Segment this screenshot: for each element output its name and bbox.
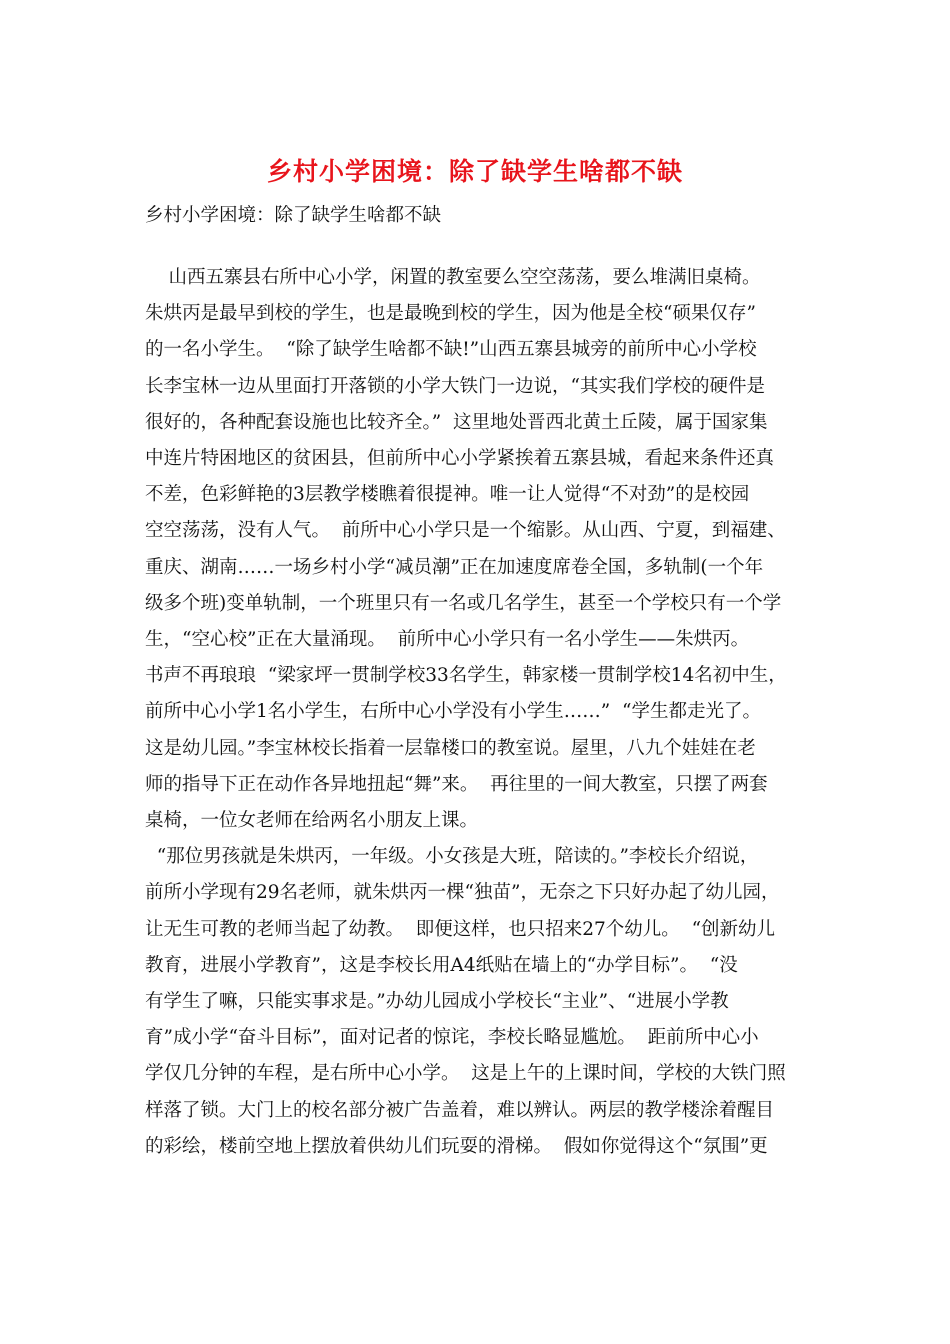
body-line: 前所中心小学1名小学生，右所中心小学没有小学生……” “学生都走光了。	[145, 701, 761, 723]
body-line: 长李宝林一边从里面打开落锁的小学大铁门一边说，“其实我们学校的硬件是	[145, 375, 765, 397]
body-line: 教育，进展小学教育”，这是李校长用A4纸贴在墙上的“办学目标”。 “没	[145, 954, 738, 976]
body-line: 这是幼儿园。”李宝林校长指着一层靠楼口的教室说。屋里，八九个娃娃在老	[145, 737, 756, 759]
body-line: 书声不再琅琅 “梁家坪一贯制学校33名学生，韩家楼一贯制学校14名初中生，	[145, 665, 787, 687]
body-line: 生，“空心校”正在大量涌现。 前所中心小学只有一名小学生——朱烘丙。	[145, 629, 750, 650]
body-line: 朱烘丙是最早到校的学生，也是最晚到校的学生，因为他是全校“硕果仅存”	[145, 303, 756, 325]
body-line: 不差，色彩鲜艳的3层教学楼瞧着很提神。唯一让人觉得“不对劲”的是校园	[145, 484, 750, 506]
body-line: 师的指导下正在动作各异地扭起“舞”来。 再往里的一间大教室，只摆了两套	[145, 773, 768, 795]
body-line: 级多个班)变单轨制，一个班里只有一名或几名学生，甚至一个学校只有一个学	[145, 592, 782, 614]
body-line: 重庆、湖南……一场乡村小学“减员潮”正在加速度席卷全国，多轨制(一个年	[145, 556, 764, 578]
body-line: 的彩绘，楼前空地上摆放着供幼儿们玩耍的滑梯。 假如你觉得这个“氛围”更	[145, 1135, 768, 1157]
document-subtitle: 乡村小学困境：除了缺学生啥都不缺	[145, 205, 442, 226]
body-line: 山西五寨县右所中心小学，闲置的教室要么空空荡荡，要么堆满旧桌椅。	[145, 267, 761, 288]
body-line: 中连片特困地区的贫困县，但前所中心小学紧挨着五寨县城，看起来条件还真	[145, 448, 775, 469]
body-line: 前所小学现有29名老师，就朱烘丙一棵“独苗”，无奈之下只好办起了幼儿园，	[145, 882, 780, 904]
body-line: 样落了锁。大门上的校名部分被广告盖着，难以辨认。两层的教学楼涂着醒目	[145, 1099, 775, 1121]
body-line: 的一名小学生。 “除了缺学生啥都不缺!”山西五寨县城旁的前所中心小学校	[145, 339, 757, 361]
body-line: 桌椅，一位女老师在给两名小朋友上课。	[145, 810, 479, 831]
body-line: 让无生可教的老师当起了幼教。 即便这样，也只招来27个幼儿。 “创新幼儿	[145, 918, 776, 940]
body-line: 育”成小学“奋斗目标”，面对记者的惊诧，李校长略显尴尬。 距前所中心小	[145, 1027, 759, 1049]
body-line: 空空荡荡，没有人气。 前所中心小学只是一个缩影。从山西、宁夏，到福建、	[145, 520, 786, 542]
body-line: 很好的，各种配套设施也比较齐全。” 这里地处晋西北黄土丘陵，属于国家集	[145, 411, 768, 433]
body-line: “那位男孩就是朱烘丙，一年级。小女孩是大班，陪读的。”李校长介绍说，	[145, 846, 759, 868]
body-line: 学仅几分钟的车程，是右所中心小学。 这是上午的上课时间，学校的大铁门照	[145, 1063, 786, 1085]
body-line: 有学生了嘛，只能实事求是。”办幼儿园成小学校长“主业”、“进展小学教	[145, 991, 729, 1012]
document-title: 乡村小学困境：除了缺学生啥都不缺	[266, 157, 683, 186]
